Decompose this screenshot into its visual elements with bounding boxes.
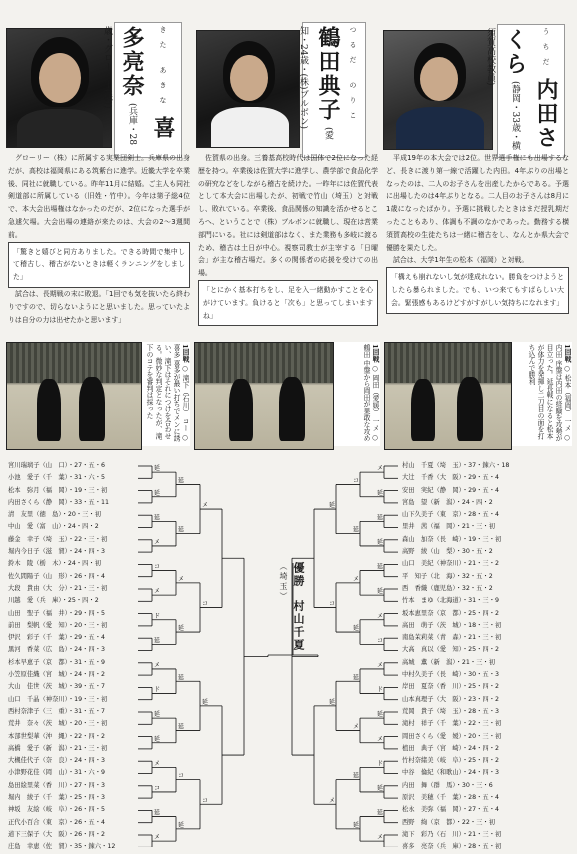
quote: 「驚きと嬉びと同方ありました。できる時間で集中して稽古し、稽古がないときは軽くランニングをしました」	[8, 242, 190, 288]
bracket-player: 滝村 祥子（千 葉）・22・三・初	[402, 720, 502, 728]
bracket-player: 高城 薫（新 潟）・21・三・初	[402, 658, 496, 666]
bracket-player: 西野 絢（京 都）・22・三・初	[402, 818, 496, 826]
bracket-player: 松永 美弥（福 岡）・27・五・4	[402, 806, 500, 814]
bracket-mark: コ	[154, 784, 161, 792]
bracket-mark: 延	[178, 723, 185, 731]
match-caption-2	[334, 342, 380, 446]
bracket-player: 鈴木 陵（栃 木）・24・四・初	[8, 560, 102, 568]
bracket-mark: メ	[377, 612, 384, 620]
paragraph: 佐賀県の出身。三養基高校時代は国体で2位になった経歴を持つ。卒業後は佐賀大学に進学し、農学部で食品化学の研究などをしながら稽古を続けた。一昨年には佐賀代表として本大会に出場したが、初戦で竹山（埼玉）と対戦し、敗れている。卒業後、食品関係の知識を活かせるところへ、ということで（株）ブルボンに就職し、現在は営業部門にいる。社には剣道部はなく、また業務も多岐に渡るため、稽古は土日が中心。視察司教士が主宰する「日曜会」が主な稽古場だ。多くの関係者の応援を受けての出場。	[198, 154, 378, 278]
quote: 「とにかく基本打ちをし、足を入一緒動かすことを心がけています。負けると「次も」と思ってしまいますね」	[198, 280, 378, 326]
profile-text-tsuruda	[198, 152, 378, 326]
bracket-player: 宮川瑞璃子（山 口）・27・五・6	[8, 462, 106, 469]
bracket-player: 荒岡 貴子（埼 玉）・28・五・3	[402, 707, 500, 715]
bracket-player: 高橋 愛子（新 潟）・21・三・初	[8, 744, 108, 752]
bracket-player: 山口 美紀（神奈川）・21・三・2	[402, 560, 500, 568]
profile-text-kita	[8, 152, 190, 326]
bracket-mark: メ	[178, 575, 185, 583]
bracket-mark: 延	[353, 625, 360, 633]
bracket-player: 南島茉莉菜（青 森）・21・三・初	[402, 634, 502, 642]
bracket-player: 堀内 綾子（千 葉）・25・四・3	[8, 794, 106, 802]
champion-title: 優勝	[292, 562, 305, 588]
bracket-player: 山田 聖子（福 井）・29・四・5	[8, 609, 106, 617]
bracket-player: 黒河 香菜（広 島）・24・四・3	[8, 646, 106, 654]
bracket-mark: 延	[154, 465, 161, 473]
bracket-player: 道下三保子（大 阪）・26・四・2	[8, 830, 106, 838]
bracket-player: 内田さくら（静 岡）・33・五・11	[8, 498, 110, 506]
bracket-player: 山本真理子（大 阪）・23・四・2	[402, 695, 500, 703]
profile-name-kita	[102, 22, 182, 158]
name-tsuruda: 鶴田典子	[315, 26, 341, 122]
bracket-mark: 延	[377, 588, 384, 596]
paragraph: 試合は、長期戦の末に敗退。「1回でも気を抜いたら終わりですので、切らないようにと思いました。思っていたよりは自分の力は出せたかと思います」	[8, 289, 190, 324]
profile-name-uchida	[485, 24, 565, 158]
match-photo-2	[194, 342, 334, 450]
match-photo-1	[6, 342, 142, 450]
bracket-player: 大槻佳代子（奈 良）・24・四・3	[8, 757, 106, 765]
bracket-mark: 延	[154, 809, 161, 817]
bracket-player: 竹村奈緒美（岐 阜）・25・四・2	[402, 757, 500, 765]
bracket-mark: ド	[154, 686, 161, 694]
bracket-mark: メ	[154, 834, 161, 842]
bracket-mark: 延	[377, 489, 384, 497]
bracket-mark: ド	[377, 760, 384, 768]
bracket-mark: 延	[353, 526, 360, 534]
affiliation-uchida: (静岡・33歳・横須賀高校教員)	[485, 28, 520, 151]
affiliation-tsuruda: (愛知・24歳・(株)ブルボン)	[298, 26, 333, 140]
bracket-mark: メ	[329, 797, 336, 805]
bracket-player: 島田絵里菜（香 川）・27・四・3	[8, 781, 106, 789]
bracket-mark: メ	[353, 575, 360, 583]
bracket-player: 原沢 美穂（千 葉）・28・五・4	[402, 794, 500, 802]
bracket-player: 前田 梨帆（愛 知）・20・三・初	[8, 621, 108, 629]
champion-name: 村山千夏	[292, 599, 305, 652]
bracket-mark: 延	[377, 514, 384, 522]
bracket-mark: 延	[178, 821, 185, 829]
bracket-mark: 延	[154, 489, 161, 497]
bracket-mark: 延	[329, 502, 336, 510]
profile-name-tsuruda	[298, 22, 366, 158]
champion-label	[277, 562, 306, 694]
bracket-mark: メ	[154, 760, 161, 768]
bracket-player: 大段 貴由（大 分）・21・三・初	[8, 584, 108, 592]
ruby-kita: きた あきな	[159, 26, 167, 112]
bracket-player: 西村奈津子（三 重）・31・五・7	[8, 707, 106, 715]
round-label: 1回戦	[371, 344, 379, 363]
bracket-player: 大高 真以（愛 知）・25・四・2	[402, 646, 500, 654]
bracket-player: 西 香織（鹿児島）・32・五・2	[402, 584, 493, 592]
ruby-uchida: うちだ	[542, 28, 550, 73]
bracket-player: 山口 千晶（神奈川）・19・三・初	[8, 695, 108, 703]
name-uchida: 内田さくら	[502, 28, 559, 151]
bracket-mark: メ	[154, 538, 161, 546]
bracket-mark: コ	[154, 563, 161, 571]
bracket-mark: 延	[154, 637, 161, 645]
bracket-mark: ド	[377, 686, 384, 694]
match-text: 中盤から岡田が果敢な攻め	[362, 359, 370, 442]
bracket-player: 中谷 倫紀（和歌山）・24・四・3	[402, 769, 500, 777]
match-text: 喜多が最い打ちでメンに誘い、滝下はそれにつけを合わせる。微妙な判定となったが、滝下のコテを審判は採った	[145, 344, 180, 442]
bracket-mark: コ	[377, 637, 384, 645]
bracket-player: 滝下 彩乃（石 川）・21・三・初	[402, 830, 502, 838]
bracket-mark: メ	[154, 588, 161, 596]
bracket-player: 村山 千夏（埼 玉）・37・錬六・18	[402, 462, 510, 469]
ruby-tsuruda: つるだ のりこ	[349, 26, 357, 127]
bracket-player: 坂本恵里奈（京 都）・25・四・2	[402, 609, 500, 617]
bracket-mark: 延	[377, 784, 384, 792]
round-label: 1回戦	[181, 344, 189, 363]
bracket-player: 小池 愛子（千 葉）・31・六・5	[8, 474, 106, 482]
bracket-mark: 延	[178, 674, 185, 682]
profile-photo-tsuruda	[196, 30, 300, 148]
paragraph: 試合は、大学1年生の松本（福岡）と対戦。	[393, 256, 529, 265]
bracket-player: 荒井 奈々（茨 城）・20・三・初	[8, 720, 108, 728]
bracket-player: 大山 佳世（茨 城）・39・五・7	[8, 683, 106, 691]
bracket-mark: 延	[377, 809, 384, 817]
bracket-player: 竹本 まゆ（北海道）・31・三・9	[402, 597, 500, 605]
bracket-player: 伊沢 彩子（千 葉）・29・五・4	[8, 634, 106, 642]
bracket-player: 里井 茜（福 岡）・21・三・初	[402, 523, 496, 531]
champion-pref: （埼玉）	[279, 562, 288, 602]
bracket-mark: メ	[377, 465, 384, 473]
bracket-mark: 延	[154, 711, 161, 719]
affiliation-kita: (兵庫・28歳・グローリー(株))	[102, 26, 137, 146]
bracket-mark: 延	[178, 625, 185, 633]
bracket-mark: 延	[353, 674, 360, 682]
bracket-player: 正代小百合（東 京）・26・五・4	[8, 818, 106, 826]
bracket-mark: 延	[377, 711, 384, 719]
bracket-player: 平 知子（北 海）・32・五・2	[402, 572, 493, 580]
bracket-mark: コ	[202, 600, 209, 608]
bracket-player: 大辻 千香（大 阪）・29・五・4	[402, 474, 500, 482]
bracket-player: 内田 舞（群 馬）・30・三・6	[402, 781, 493, 789]
match-caption-1	[142, 342, 190, 446]
bracket-player: 喜多 亮奈（兵 庫）・28・五・初	[402, 843, 502, 851]
profile-text-uchida	[386, 152, 569, 314]
paragraph: グローリー（株）に所属する実業団剣士。兵庫県の出身だが、高校は福岡県にある筑紫台に進学。近畿大学を卒業後、同社に就職している。昨年11月に結婚。ご主人も同社剣道部に所属している（旧姓・竹中）。今年は第子総4位で、本大会出場権はなかったのだが、2位になった選手が急遽欠場。大会出場の連絡が来たのは、大会の2～3週間前。	[8, 154, 190, 239]
bracket-mark: 延	[154, 735, 161, 743]
bracket-mark: コ	[353, 477, 360, 485]
bracket-player: 庄島 幸恵（佐 賀）・35・錬六・12	[8, 843, 116, 851]
bracket-player: 本部世梨華（沖 縄）・22・四・2	[8, 732, 106, 740]
profile-photo-kita	[6, 28, 112, 148]
bracket-player: 杉本早恵子（京 都）・31・五・9	[8, 658, 106, 666]
bracket-player: 小津野花佳（岡 山）・31・六・9	[8, 769, 106, 777]
bracket-mark: 延	[377, 563, 384, 571]
bracket-mark: メ	[353, 723, 360, 731]
bracket-mark: 延	[178, 526, 185, 534]
bracket-player: 藤金 幸子（埼 玉）・22・三・初	[8, 535, 108, 543]
bracket-player: 佐久間陽子（山 形）・26・四・4	[8, 572, 106, 580]
bracket-player: 山下久美子（東 京）・28・五・4	[402, 511, 500, 519]
profile-photo-uchida	[383, 30, 493, 150]
bracket-mark: 延	[202, 698, 209, 706]
bracket-player: 高野 綾（山 梨）・30・五・2	[402, 548, 493, 556]
match-photo-3	[384, 342, 512, 450]
bracket-mark: 延	[154, 514, 161, 522]
bracket-mark: メ	[377, 661, 384, 669]
bracket-mark: コ	[202, 797, 209, 805]
bracket-mark: メ	[377, 834, 384, 842]
match-text: 序盤は内田の経験を攻勢が目立った。延長戦になると松本が体力を発揮し二刀目の面を打ち込んで勝利	[527, 344, 562, 442]
quote: 「構えも崩れないし気が達成れない。勝負をつけようとしたら暴られました。でも、いつ来てもすばらしい大会。緊張感もあるけどすがすがしい気持ちになれます」	[386, 267, 569, 313]
bracket-player: 小笠原佳織（宮 城）・24・四・2	[8, 671, 106, 679]
bracket-mark: ド	[154, 612, 161, 620]
bracket-player: 堀内今日子（滋 賀）・24・四・3	[8, 548, 106, 556]
bracket-mark: 延	[377, 538, 384, 546]
bracket-player: 安田 実紀（静 岡）・29・五・4	[402, 486, 500, 494]
bracket-player: 神坂 友絵（岐 阜）・26・四・5	[8, 806, 106, 814]
match-result: ○ 岡田（愛媛） 一メ ○ 鶴田	[362, 344, 379, 442]
match-caption-3	[512, 342, 572, 446]
bracket-mark: コ	[178, 772, 185, 780]
bracket-mark: 延	[353, 821, 360, 829]
bracket-player: 川越 愛（兵 庫）・25・四・2	[8, 597, 99, 605]
bracket-player: 中村久美子（長 崎）・30・五・3	[402, 671, 500, 679]
bracket-player: 岡田さくら（愛 媛）・20・三・初	[402, 732, 502, 740]
bracket-mark: 延	[353, 772, 360, 780]
bracket-mark: メ	[154, 661, 161, 669]
bracket-player: 清 友里（徳 島）・20・三・初	[8, 511, 102, 519]
match-result: ○ 松本（福岡） 一メ ○ 内田	[554, 344, 571, 442]
bracket-mark: 延	[178, 477, 185, 485]
bracket-player: 森山 加奈（長 崎）・19・三・初	[402, 535, 502, 543]
bracket-player: 松本 弥月（福 岡）・19・三・初	[8, 486, 108, 494]
name-kita: 喜多亮奈	[119, 26, 176, 141]
bracket-mark: メ	[202, 502, 209, 510]
bracket-player: 植田 典子（宮 崎）・24・四・2	[402, 744, 500, 752]
round-label: 1回戦	[563, 344, 571, 363]
bracket-player: 宮島 望（新 潟）・24・四・2	[402, 498, 493, 506]
match-result: ○ 滝下（石川） コー ○ 喜多	[172, 344, 189, 442]
paragraph: 平成19年の本大会では2位。世界選手権にも出場するなど、長きに渡り第一線で活躍した内田。4年ぶりの出場となったのは、二人のお子さんを出産したからである。予選に出場したのは4年ぶりとなる。二人目のお子さんは8月に1歳になったばかり。予選に挑戦したときはまだ授乳期だったこともあり、体調も不調のなかであった。勤務する横須賀高校の生徒たちは一緒に稽古をし、なんとか県大会で優勝を果たした。	[386, 154, 569, 252]
bracket-mark: 延	[329, 698, 336, 706]
bracket-player: 高田 萌子（茨 城）・18・三・初	[402, 621, 502, 629]
bracket-player: 中山 愛（富 山）・24・四・2	[8, 523, 99, 531]
bracket-mark: メ	[377, 735, 384, 743]
bracket-mark: コ	[329, 600, 336, 608]
bracket-player: 岸田 夏奈（香 川）・25・四・2	[402, 683, 500, 691]
